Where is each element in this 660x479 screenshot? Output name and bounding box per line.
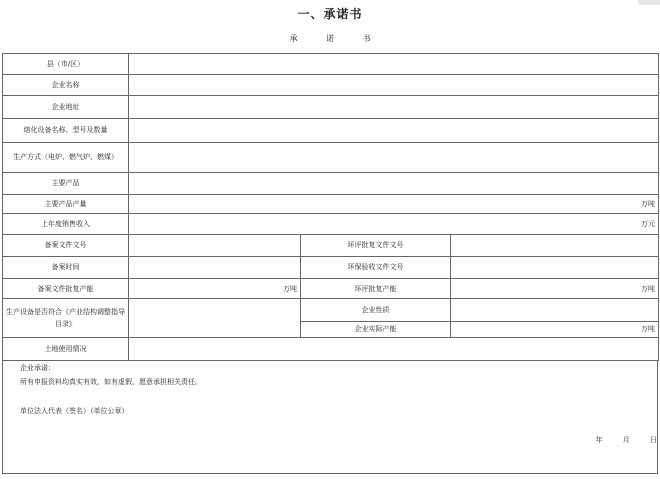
- table-row: [3, 142, 659, 172]
- table-row: [3, 54, 659, 75]
- main-product-field[interactable]: [129, 172, 659, 194]
- eia-approval-doc-no-field[interactable]: [451, 234, 659, 256]
- production-method-label: 生产方式（电炉、燃气炉、燃煤）: [3, 142, 129, 172]
- last-year-sales-field[interactable]: 万元: [129, 214, 659, 235]
- document-title: 承 诺 书: [289, 34, 371, 43]
- land-use-label: 土地使用情况: [3, 338, 129, 361]
- date-line: 年 月 日: [595, 436, 657, 444]
- table-row: [3, 279, 659, 299]
- county-label: 县（市/区）: [3, 54, 129, 75]
- signature-line: 单位法人代表（签名）（单位公章）: [20, 407, 129, 415]
- equipment-label: 熔化设备名称、型号及数量: [3, 119, 129, 143]
- company-address-field[interactable]: [129, 96, 659, 119]
- filing-approved-capacity-field[interactable]: 万吨: [129, 279, 301, 299]
- actual-capacity-field[interactable]: 万吨: [451, 321, 659, 338]
- company-name-label: 企业名称: [3, 74, 129, 96]
- production-method-field[interactable]: [129, 142, 659, 172]
- main-product-label: 主要产品: [3, 172, 129, 194]
- commitment-title: 企业承诺：: [20, 364, 55, 372]
- last-year-sales-label: 上年度销售收入: [3, 214, 129, 235]
- industry-catalog-field[interactable]: [129, 298, 301, 337]
- filing-doc-no-field[interactable]: [129, 234, 301, 256]
- land-use-field[interactable]: [129, 338, 659, 361]
- table-row: [3, 96, 659, 119]
- page-title: 一、承诺书: [297, 7, 363, 21]
- table-row: [3, 298, 659, 321]
- actual-capacity-label: 企业实际产能: [301, 321, 451, 338]
- filing-time-field[interactable]: [129, 256, 301, 279]
- eia-approval-doc-no-label: 环评批复文件文号: [301, 234, 451, 256]
- equipment-field[interactable]: [129, 119, 659, 143]
- eia-approved-capacity-field[interactable]: 万吨: [451, 279, 659, 299]
- company-address-label: 企业地址: [3, 96, 129, 119]
- table-row: [3, 172, 659, 194]
- company-name-field[interactable]: [129, 74, 659, 96]
- table-row: [3, 74, 659, 96]
- industry-catalog-label: 生产设备是否符合《产业结构调整指导目录》: [3, 298, 129, 337]
- table-row: [3, 214, 659, 235]
- county-field[interactable]: [129, 54, 659, 75]
- enterprise-type-field[interactable]: [451, 298, 659, 321]
- eia-approved-capacity-label: 环评批复产能: [301, 279, 451, 299]
- table-row: [3, 194, 659, 214]
- table-row: [3, 119, 659, 143]
- filing-time-label: 备案时间: [3, 256, 129, 279]
- env-acceptance-doc-no-field[interactable]: [451, 256, 659, 279]
- commitment-form-table: [2, 53, 659, 361]
- table-row: [3, 338, 659, 361]
- filing-doc-no-label: 备案文件文号: [3, 234, 129, 256]
- env-acceptance-doc-no-label: 环保验收文件文号: [301, 256, 451, 279]
- commitment-text: 所有申报资料均真实有效，如有虚假，愿意承担相关责任。: [20, 378, 202, 386]
- table-row: [3, 256, 659, 279]
- commitment-section: [2, 360, 658, 474]
- enterprise-type-label: 企业性质: [301, 298, 451, 321]
- main-output-label: 主要产品产量: [3, 194, 129, 214]
- main-output-field[interactable]: 万吨: [129, 194, 659, 214]
- filing-approved-capacity-label: 备案文件批复产能: [3, 279, 129, 299]
- table-row: [3, 234, 659, 256]
